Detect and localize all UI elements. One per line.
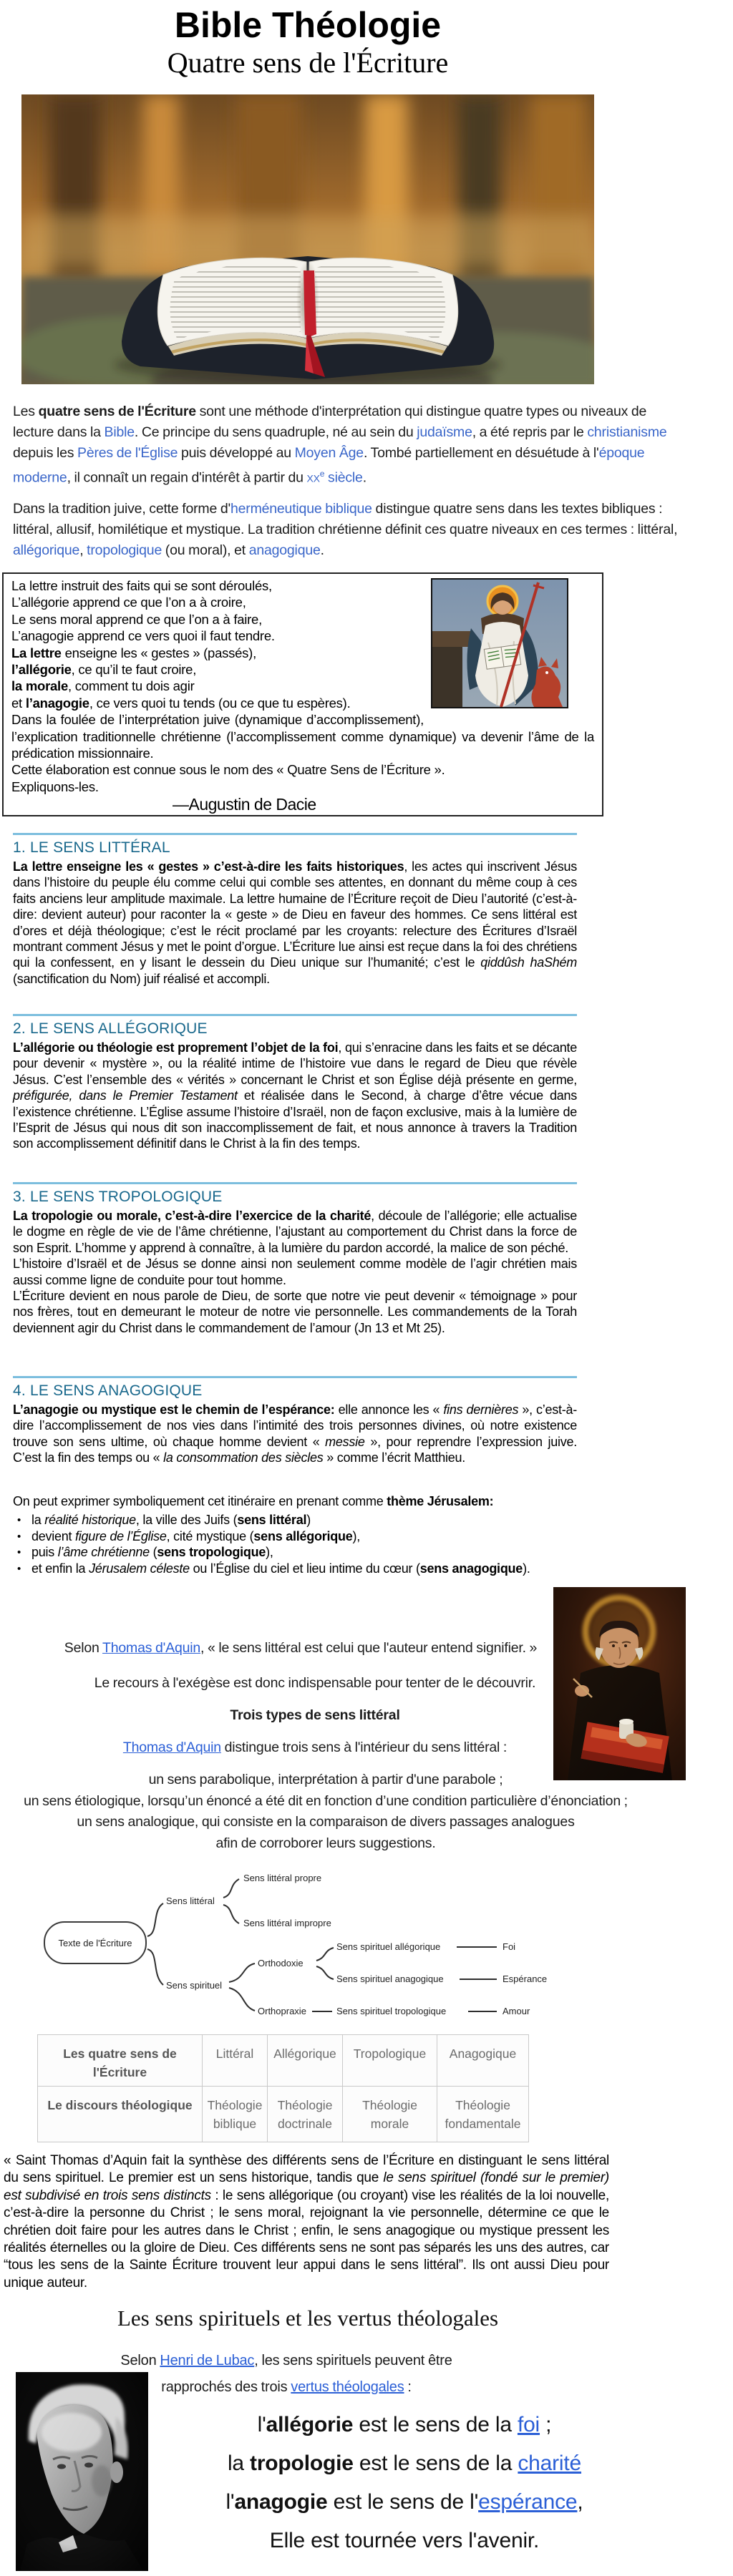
sense-line-analogic: un sens analogique, qui consiste en la comparaison de divers passages analogues <box>77 1814 575 1830</box>
text-segment: . <box>362 469 366 486</box>
text-segment: L’anagogie apprend ce vers quoi il faut tendre. <box>11 628 275 644</box>
text-segment: , ce qu’il te faut croire, <box>71 662 197 678</box>
section-body-4 <box>13 1402 577 1466</box>
text-segment: et réalisée dans le Second, à charge d’être vécue dans l’existence chrétienne. L’Église assume l’histoire d’Israël, non de façon exclusive, mais à la lumière de l’Esprit de Jésus qui nous dit son inaccomplissement de fait, et nous annonce à travers la Tradition son accomplissement définitif dans le Christ à la fin des temps. <box>13 1088 577 1151</box>
text-segment: (sanctification du Nom) juif réalisé et accompli. <box>13 971 270 986</box>
text-segment: (ou moral), et <box>162 542 249 558</box>
inline-link[interactable]: allégorique <box>13 542 80 558</box>
text-segment: », pour reprendre l’expression juive. C’est la fin des temps ou « <box>13 1434 577 1465</box>
inline-link[interactable]: anagogique <box>248 542 321 558</box>
text-segment: ( <box>149 1545 157 1560</box>
exegese-line: Le recours à l'exégèse est donc indispensable pour tenter de le découvrir. <box>94 1675 536 1691</box>
text-segment: est le sens de la <box>353 2413 518 2436</box>
table-cell: Théologie biblique <box>203 2087 268 2142</box>
text-segment: , les sens spirituels peuvent être <box>254 2353 452 2368</box>
text-segment: qiddûsh haShém <box>480 955 577 970</box>
inline-link[interactable]: charité <box>518 2451 582 2475</box>
text-segment: Jérusalem céleste <box>89 1561 190 1576</box>
text-segment: la <box>31 1513 45 1527</box>
text-segment: Les <box>13 404 39 419</box>
text-segment: sens tropologique <box>157 1545 266 1560</box>
text-segment: ) <box>306 1513 311 1527</box>
diagram-litteral-propre: Sens littéral propre <box>243 1873 322 1883</box>
text-segment: , il connaît un regain d'intérêt à partir du <box>67 469 307 486</box>
sense-line-etiologic: un sens étiologique, lorsqu’un énoncé a été dit en fonction d’une condition particulière d’énonciation ; <box>24 1792 628 1809</box>
text-segment: anagogie <box>234 2490 328 2514</box>
section-rule-4 <box>13 1376 577 1378</box>
table-header-senses: Les quatre sens de l'Écriture <box>38 2035 203 2087</box>
jerusalem-bullet-list <box>13 1512 576 1576</box>
virtues-lines <box>147 2406 662 2560</box>
diagram-foi: Foi <box>503 1941 516 1952</box>
synthesis-quote-paragraph <box>4 2152 609 2292</box>
text-segment: quatre sens de l'Écriture <box>38 404 196 419</box>
text-segment: l’allégorie <box>11 662 72 678</box>
open-bible-photo <box>21 94 594 384</box>
list-item <box>31 1544 576 1561</box>
text-segment: ), <box>266 1545 273 1560</box>
text-segment: distingue trois sens à l'intérieur du sens littéral : <box>220 1740 508 1755</box>
inline-link[interactable]: époque moderne <box>13 445 645 486</box>
augustin-de-dacie-image <box>431 578 568 712</box>
text-segment: sens allégorique <box>253 1528 353 1543</box>
text-segment: tropologie <box>250 2451 354 2475</box>
text-segment: ; <box>540 2413 552 2436</box>
section-body-3 <box>13 1208 577 1336</box>
inline-link[interactable]: Bible <box>104 424 135 440</box>
table-cell: Allégorique <box>268 2035 343 2087</box>
text-segment: , les actes qui inscrivent Jésus dans l’histoire du peuple élu comme celui qui comble ses attentes, en donnant du même coup à ces faits anciens leur amplitude maximale. La lettre humaine de l’Écriture reçoit de Dieu l’autorité (c’est-à-dire: devient auteur) pour raconter la « geste » de Dieu en faveur des hommes. Ce sens littéral est d’ores et déjà théologique; c’est le récit proclamé par les croyants: relecture des Écritures d’Israël montrant comment Jésus y met le point d’orgue. L’Écriture lue ainsi est reçue dans la foi des chrétiens qui la confessent, en y lisant le dessein du Dieu unique sur l’humanité; c’est le <box>13 859 577 970</box>
text-segment: la morale <box>11 678 68 694</box>
text-segment: réalité historique <box>44 1513 136 1527</box>
text-segment: l' <box>257 2413 266 2436</box>
sense-line-corroborate: afin de corroborer leurs suggestions. <box>215 1835 436 1851</box>
three-types-title: Trois types de sens littéral <box>230 1707 400 1723</box>
text-segment: fins dernières <box>443 1402 519 1417</box>
inline-link[interactable]: herméneutique biblique <box>230 501 372 517</box>
intro-paragraph-2 <box>13 499 687 561</box>
diagram-sens-litteral: Sens littéral <box>166 1896 215 1906</box>
list-item <box>31 1512 576 1528</box>
text-segment: puis développé au <box>178 445 295 461</box>
text-segment: figure de l’Église <box>75 1528 167 1543</box>
virtue-line-anagogie <box>147 2483 662 2522</box>
text-segment: . <box>320 542 324 558</box>
text-segment: L’anagogie ou mystique est le chemin de l’espérance: <box>13 1402 335 1417</box>
text-segment: allégorie <box>266 2413 354 2436</box>
inline-link[interactable]: Henri de Lubac <box>160 2353 255 2368</box>
text-segment: sens anagogique <box>419 1561 523 1576</box>
text-segment: l' <box>225 2490 235 2514</box>
text-segment: et enfin la <box>31 1561 89 1576</box>
text-segment: : le sens allégorique (ou croyant) vise les réalités de la loi nouvelle, c’est-à-dire la personne du Christ ; le sens moral, rejoignant la vie personnelle, détermine ce que le chrétien doit faire pour les autres dans le Christ ; enfin, le sens anagogique ou mystique pressent les réalités éternelles ou la gloire de Dieu. Ces différents sens ne sont pas séparés les uns des autres, car “tous les sens de la Sainte Écriture trouvent leur appui dans le sens littéral”. Ils ont aussi Dieu pour unique auteur. <box>4 2187 609 2290</box>
table-cell: Théologie doctrinale <box>268 2087 343 2142</box>
table-cell: Théologie morale <box>343 2087 437 2142</box>
diagram-sens-spirituel: Sens spirituel <box>166 1980 223 1991</box>
virtue-line-tropologie <box>147 2444 662 2483</box>
three-senses-lines <box>0 1770 651 1854</box>
text-segment: , a été repris par le <box>472 424 588 440</box>
text-segment: , découle de l’allégorie; elle actualise le dogme en règle de vie de l’âme chrétienne, l’ajustant au comportement du Christ dans la force de son Esprit. L’homme y apprend à connaître, à la lumière du pardon accordé, la malice de son péché. <box>13 1209 577 1255</box>
inline-link[interactable]: e <box>319 469 325 479</box>
section-body-2 <box>13 1040 577 1152</box>
text-segment: , <box>79 542 87 558</box>
text-segment: préfigurée, dans le Premier Testament <box>13 1088 238 1103</box>
table-cell: Anagogique <box>437 2035 529 2087</box>
table-row <box>38 2087 529 2142</box>
text-segment: ), <box>352 1528 360 1543</box>
inline-link[interactable]: judaïsme <box>417 424 472 440</box>
table-cell: Théologie fondamentale <box>437 2087 529 2142</box>
text-segment: Expliquons-les. <box>11 779 99 794</box>
text-segment: « Saint Thomas d’Aquin fait la synthèse des différents sens de l’Écriture en distinguant le sens littéral du sens spirituel. Le premier est un sens historique, tandis que <box>4 2153 609 2186</box>
text-segment: ou l’Église du ciel et lieu intime du cœur ( <box>189 1561 420 1576</box>
inline-link[interactable]: Pères de l'Église <box>77 445 178 461</box>
text-segment: L’allégorie apprend ce que l’on a à croire, <box>11 595 246 610</box>
lubac-intro-line-1 <box>0 2353 573 2369</box>
text-segment: sens littéral <box>237 1513 307 1527</box>
text-segment: », c’est-à-dire l’accomplissement de nos vies dans l’intimité des trois personnes divines, où notre existence trouve son sens ultime, où chaque homme devient « <box>13 1402 577 1449</box>
text-segment: . Tombé partiellement en désuétude à l' <box>363 445 599 461</box>
text-segment: Le sens moral apprend ce que l’on a à faire, <box>11 611 262 627</box>
senses-tree-diagram <box>36 1859 565 2024</box>
intro-paragraph-1 <box>13 401 687 489</box>
table-row <box>38 2035 529 2087</box>
text-segment: La lettre <box>11 645 62 660</box>
text-segment: , « le sens littéral est celui que l'auteur entend signifier. » <box>200 1640 538 1656</box>
text-segment: Cette élaboration est connue sous le nom des « Quatre Sens de l’Écriture ». <box>11 762 445 778</box>
text-segment: l’anagogie <box>25 695 89 711</box>
aquinas-quote-line <box>14 1640 587 1657</box>
text-segment: devient <box>31 1528 76 1543</box>
inline-link[interactable]: xx <box>306 469 320 486</box>
text-segment: . Ce principe du sens quadruple, né au sein du <box>134 424 417 440</box>
quote-attribution: —Augustin de Dacie <box>173 795 316 814</box>
diagram-orthopraxie: Orthopraxie <box>258 2006 306 2016</box>
text-segment: est le sens de l' <box>327 2490 479 2514</box>
text-segment: la <box>227 2451 251 2475</box>
table-cell: Tropologique <box>343 2035 437 2087</box>
text-segment: , qui s’enracine dans les faits et se décante pour devenir « mystère », ou la réalité intime de l’histoire vue dans le regard de Dieu que révèle Jésus. C’est l’ensemble des « vérités » concernant le Christ et son Église déjà présente en germe, <box>13 1040 577 1087</box>
inline-link[interactable]: foi <box>517 2413 540 2436</box>
diagram-esperance: Espérance <box>503 1974 548 1984</box>
text-segment: Selon <box>64 1640 103 1656</box>
henri-de-lubac-photo <box>16 2372 148 2571</box>
text-segment: , ce vers quoi tu tends (ou ce que tu espères). <box>89 695 351 711</box>
inline-link[interactable]: tropologique <box>87 542 162 558</box>
virtue-line-avenir <box>147 2522 662 2560</box>
section-rule-1 <box>13 833 577 835</box>
page-title: Bible Théologie <box>174 5 442 45</box>
text-segment: La lettre enseigne les « gestes » c’est-à-dire les faits historiques <box>13 859 404 874</box>
virtue-line-allegorie <box>147 2406 662 2444</box>
text-segment: , cité mystique ( <box>166 1528 254 1543</box>
diagram-spirituel-tropologique: Sens spirituel tropologique <box>336 2006 447 2016</box>
inline-link[interactable]: Thomas d'Aquin <box>122 1740 221 1755</box>
text-segment: depuis les <box>13 445 78 461</box>
text-segment: ). <box>523 1561 530 1576</box>
text-segment: elle annonce les « <box>334 1402 444 1417</box>
section-heading-1: 1. LE SENS LITTÉRAL <box>13 839 170 856</box>
diagram-spirituel-anagogique: Sens spirituel anagogique <box>336 1974 444 1984</box>
inline-link[interactable]: christianisme <box>587 424 667 440</box>
section-rule-3 <box>13 1182 577 1184</box>
inline-link[interactable]: Thomas d'Aquin <box>102 1640 201 1656</box>
list-item <box>31 1528 576 1545</box>
diagram-orthodoxie: Orthodoxie <box>258 1958 304 1968</box>
text-segment: , comment tu dois agir <box>68 678 195 694</box>
text-segment: Elle est tournée vers l'avenir. <box>269 2529 540 2552</box>
section-heading-4: 4. LE SENS ANAGOGIQUE <box>13 1382 203 1399</box>
inline-link[interactable]: vertus théologales <box>291 2379 404 2395</box>
text-segment: La tropologie ou morale, c’est-à-dire l’exercice de la charité <box>13 1209 372 1223</box>
section-body-1 <box>13 859 577 987</box>
inline-link[interactable]: espérance <box>478 2490 578 2514</box>
text-segment: thème Jérusalem: <box>387 1494 494 1508</box>
text-segment: le sens spirituel (fondé sur le premier) est subdivisé en trois sens distincts <box>4 2170 609 2203</box>
text-segment: l’âme chrétienne <box>57 1545 150 1560</box>
senses-table <box>37 2034 529 2142</box>
page-subtitle: Quatre sens de l'Écriture <box>167 47 449 79</box>
text-segment: et <box>11 695 26 711</box>
table-header-discourse: Le discours théologique <box>38 2087 203 2142</box>
text-segment: Selon <box>120 2353 160 2368</box>
distinguish-line <box>0 1740 630 1756</box>
jerusalem-intro <box>13 1493 577 1509</box>
spiritual-senses-heading: Les sens spirituels et les vertus théologales <box>117 2306 499 2331</box>
text-segment: la consommation des siècles <box>163 1450 324 1465</box>
text-segment: On peut exprimer symboliquement cet itinéraire en prenant comme <box>13 1494 387 1508</box>
text-segment: rapprochés des trois <box>161 2379 291 2395</box>
inline-link[interactable]: Moyen Âge <box>294 445 364 461</box>
text-segment: distingue quatre sens dans les textes bibliques : littéral, allusif, homilétique et mystique. La tradition chrétienne définit ces quatre niveaux en ces termes : littéral, <box>13 501 678 537</box>
text-segment: » comme l’écrit Matthieu. <box>323 1450 466 1465</box>
diagram-root-label: Texte de l'Écriture <box>58 1938 132 1948</box>
text-segment: , la ville des Juifs ( <box>135 1513 238 1527</box>
text-segment: L’Écriture devient en nous parole de Dieu, de sorte que notre vie peut devenir « témoignage » pour nos frères, tout en demeurant le moteur de notre vie personnelle. Les commandements de la Torah deviennent agir du Christ dans le commandement de l’amour (Jn 13 et Mt 25). <box>13 1289 577 1335</box>
text-segment: Dans la tradition juive, cette forme d' <box>13 501 230 517</box>
sense-line-parabolic: un sens parabolique, interprétation à partir d'une parabole ; <box>148 1772 503 1787</box>
text-segment: : <box>404 2379 412 2395</box>
text-segment: est le sens de la <box>353 2451 518 2475</box>
table-cell: Littéral <box>203 2035 268 2087</box>
text-segment: L’histoire d’Israël et de Jésus se donne ainsi non seulement comme modèle de l’agir chrétien mais aussi comme ligne de conduite pour tout homme. <box>13 1257 577 1287</box>
text-segment: enseigne les « gestes » (passés), <box>61 645 256 660</box>
augustin-quote-box <box>2 572 603 816</box>
diagram-amour: Amour <box>503 2006 530 2016</box>
text-segment: Dans la foulée de l’interprétation juive (dynamique d’accomplissement), l’explication traditionnelle chrétienne (l’accomplissement comme dynamique) va devenir l’âme de la prédication missionnaire. <box>11 712 594 761</box>
section-heading-2: 2. LE SENS ALLÉGORIQUE <box>13 1020 208 1037</box>
section-heading-3: 3. LE SENS TROPOLOGIQUE <box>13 1189 223 1205</box>
text-segment: La lettre instruit des faits qui se sont déroulés, <box>11 578 272 593</box>
text-segment: , <box>577 2490 583 2514</box>
diagram-litteral-impropre: Sens littéral impropre <box>243 1918 331 1928</box>
text-segment: puis <box>31 1545 58 1560</box>
inline-link[interactable]: siècle <box>324 469 363 486</box>
list-item <box>31 1561 576 1577</box>
text-segment: sont une méthode d'interprétation qui distingue quatre types ou niveaux de lecture dans la <box>13 404 647 440</box>
text-segment: L’allégorie ou théologie est proprement l’objet de la foi <box>13 1040 339 1055</box>
diagram-spirituel-allegorique: Sens spirituel allégorique <box>336 1941 441 1952</box>
section-rule-2 <box>13 1014 577 1016</box>
text-segment: messie <box>325 1434 365 1449</box>
